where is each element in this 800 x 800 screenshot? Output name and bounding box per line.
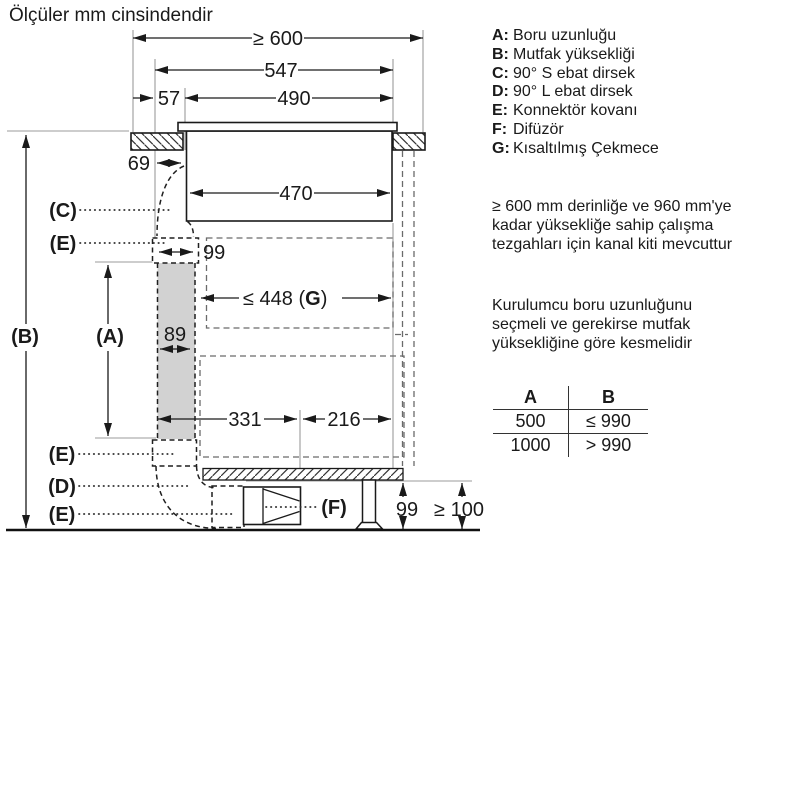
table-row: 500 ≤ 990: [493, 410, 648, 434]
legend-item: D: 90° L ebat dirsek: [492, 83, 633, 101]
dim-470-label: 470: [279, 183, 313, 205]
legend-item: C: 90° S ebat dirsek: [492, 64, 636, 82]
legend-item: F: Difüzör: [492, 120, 564, 138]
legend-item: A: Boru uzunluğu: [492, 27, 617, 44]
note-duct-kit: ≥ 600 mm derinliğe ve 960 mm'ye kadar yüksekliğe sahip çalışma tezgahları için kanal kiti mevcuttur: [492, 198, 733, 253]
dim-57-label: 57: [157, 88, 181, 110]
connector-sleeve-bottom: [153, 440, 197, 466]
cabinet-leg: [363, 480, 376, 523]
dimensions: [11, 28, 484, 529]
label-D: (D): [48, 476, 76, 498]
pipe-length-table: [493, 386, 648, 457]
dim-490-label: 490: [277, 88, 311, 110]
legend-item: G: Kısaltılmış Çekmece: [492, 139, 659, 157]
s-bend-inner: [188, 222, 194, 238]
hob-glass-top: [178, 123, 397, 132]
table-header-row: A B: [493, 386, 648, 410]
page-title: Ölçüler mm cinsindendir: [9, 5, 213, 26]
shortened-drawer-G: [207, 238, 394, 328]
dim-99-top-label: 99: [203, 242, 226, 264]
label-E-bottom: (E): [48, 504, 76, 526]
dim-B-label: (B): [11, 326, 39, 348]
dim-216-label: 216: [327, 409, 361, 431]
connector-sleeve-top: [153, 238, 199, 263]
lower-drawer: [200, 356, 404, 457]
dim-448-label: ≤ 448 (G): [243, 288, 328, 310]
dim-99-bottom-label: 99: [395, 499, 419, 521]
legend: [492, 27, 659, 159]
dim-331-label: 331: [228, 409, 262, 431]
duct-pipe-fill: [158, 262, 196, 439]
hob: [178, 123, 397, 222]
cabinet-leg-foot: [356, 523, 383, 530]
hob-body: [187, 131, 393, 221]
worktop-left: [131, 133, 183, 150]
s-bend-outer: [157, 166, 184, 236]
dim-100-label: ≥ 100: [434, 499, 484, 521]
dim-547-label: 547: [264, 60, 298, 82]
dim-69-label: 69: [127, 153, 150, 175]
dim-depth-label: ≥ 600: [253, 28, 303, 50]
dim-89-label: 89: [163, 324, 187, 346]
legend-item: B: Mutfak yüksekliği: [492, 45, 635, 63]
label-E-mid: (E): [48, 444, 76, 466]
note-installer: Kurulumcu boru uzunluğunu seçmeli ve gerekirse mutfak yüksekliğine göre kesmelidir: [492, 297, 693, 352]
label-F: (F): [321, 497, 347, 519]
connector-sleeve-horizontal: [212, 486, 244, 528]
worktop-right: [393, 133, 425, 150]
table-row: 1000 > 990: [493, 434, 648, 458]
legend-item: E: Konnektör kovanı: [492, 102, 638, 120]
label-E-top: (E): [49, 233, 77, 255]
cabinet-bottom-panel: [203, 469, 403, 481]
label-C: (C): [49, 200, 77, 222]
dim-A-label: (A): [96, 326, 124, 348]
